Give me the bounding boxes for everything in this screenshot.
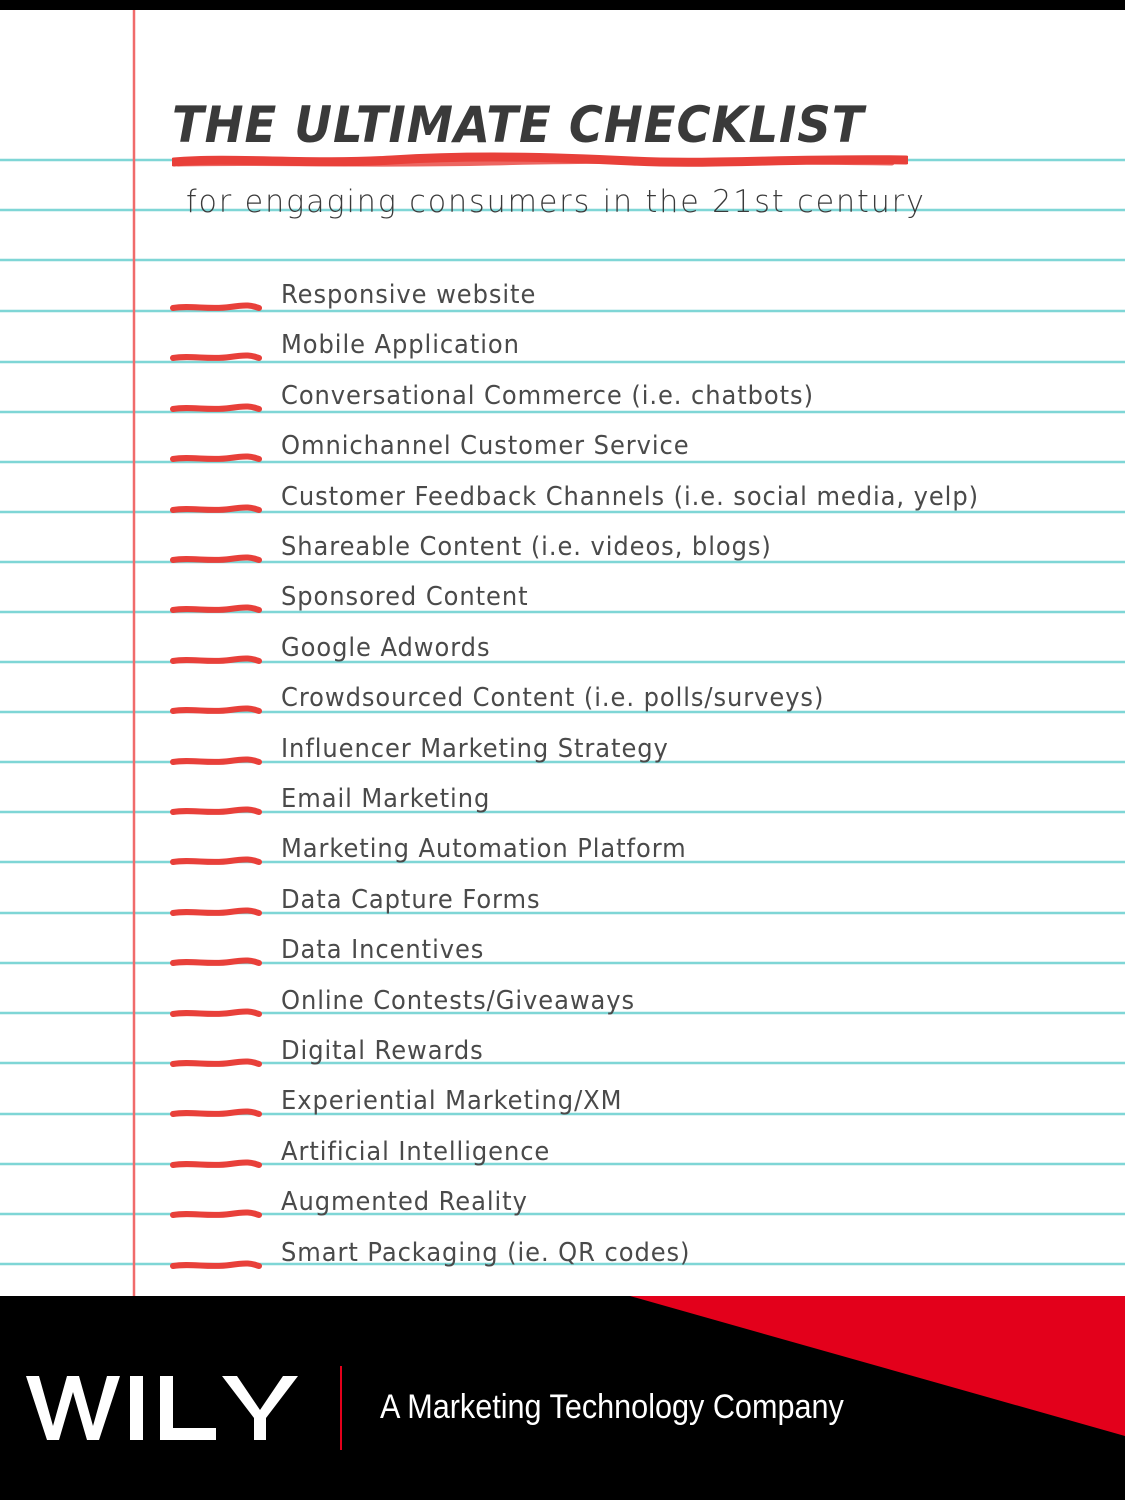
- checkbox-blank-marker[interactable]: [170, 1108, 262, 1120]
- checklist-item-label: Marketing Automation Platform: [281, 834, 687, 865]
- checklist-item: [0, 476, 1125, 526]
- checklist-item: [0, 980, 1125, 1030]
- checklist-item-label: Mobile Application: [281, 330, 520, 361]
- checklist-item: [0, 1030, 1125, 1080]
- checklist-item: [0, 274, 1125, 324]
- checklist-item: [0, 1131, 1125, 1181]
- checklist-item: [0, 425, 1125, 475]
- checkbox-blank-marker[interactable]: [170, 302, 262, 314]
- checkbox-blank-marker[interactable]: [170, 554, 262, 566]
- page-subtitle: for engaging consumers in the 21st century: [186, 184, 926, 220]
- footer-divider: [340, 1366, 342, 1450]
- checklist-item: [0, 1080, 1125, 1130]
- checkbox-blank-marker[interactable]: [170, 1058, 262, 1070]
- checklist-item: [0, 879, 1125, 929]
- checklist-item-label: Data Capture Forms: [281, 884, 541, 915]
- checkbox-blank-marker[interactable]: [170, 1008, 262, 1020]
- checklist-item: [0, 627, 1125, 677]
- checklist-item: [0, 828, 1125, 878]
- checkbox-blank-marker[interactable]: [170, 604, 262, 616]
- checklist-item: [0, 526, 1125, 576]
- wily-logo: [26, 1374, 304, 1442]
- checkbox-blank-marker[interactable]: [170, 403, 262, 415]
- checkbox-blank-marker[interactable]: [170, 655, 262, 667]
- checklist-item-label: Customer Feedback Channels (i.e. social media, yelp): [281, 481, 979, 512]
- checklist-item-label: Shareable Content (i.e. videos, blogs): [281, 532, 772, 562]
- checkbox-blank-marker[interactable]: [170, 756, 262, 768]
- checklist-item-label: Digital Rewards: [281, 1036, 484, 1066]
- checkbox-blank-marker[interactable]: [170, 856, 262, 868]
- checklist-item-label: Online Contests/Giveaways: [281, 985, 636, 1016]
- checkbox-blank-marker[interactable]: [170, 806, 262, 818]
- checklist-item: [0, 375, 1125, 425]
- checklist-item-label: Data Incentives: [281, 935, 485, 966]
- footer-bar: [0, 1296, 1125, 1500]
- checklist-item-label: Smart Packaging (ie. QR codes): [281, 1237, 691, 1268]
- checkbox-blank-marker[interactable]: [170, 705, 262, 717]
- checklist-item-label: Email Marketing: [281, 784, 491, 814]
- checklist-item-label: Responsive website: [281, 280, 537, 310]
- checklist-item-label: Conversational Commerce (i.e. chatbots): [281, 380, 814, 411]
- checklist-item: [0, 1232, 1125, 1282]
- checklist: [0, 10, 1125, 1296]
- page-title: THE ULTIMATE CHECKLIST: [172, 96, 865, 154]
- checkbox-blank-marker[interactable]: [170, 453, 262, 465]
- checklist-item: [0, 929, 1125, 979]
- notebook-paper: [0, 10, 1125, 1296]
- checklist-item-label: Influencer Marketing Strategy: [281, 733, 669, 764]
- checkbox-blank-marker[interactable]: [170, 1159, 262, 1171]
- checkbox-blank-marker[interactable]: [170, 504, 262, 516]
- checklist-item-label: Google Adwords: [281, 632, 491, 663]
- checklist-item-label: Crowdsourced Content (i.e. polls/surveys): [281, 683, 825, 714]
- checklist-item-label: Artificial Intelligence: [281, 1136, 551, 1167]
- checklist-item-label: Experiential Marketing/XM: [281, 1086, 623, 1117]
- checkbox-blank-marker[interactable]: [170, 352, 262, 364]
- checklist-item: [0, 1181, 1125, 1231]
- checklist-item: [0, 728, 1125, 778]
- checklist-item: [0, 576, 1125, 626]
- checkbox-blank-marker[interactable]: [170, 907, 262, 919]
- checklist-item-label: Omnichannel Customer Service: [281, 431, 690, 462]
- company-tagline: A Marketing Technology Company: [380, 1388, 844, 1426]
- checkbox-blank-marker[interactable]: [170, 957, 262, 969]
- checkbox-blank-marker[interactable]: [170, 1209, 262, 1221]
- checklist-item-label: Sponsored Content: [281, 582, 529, 613]
- checkbox-blank-marker[interactable]: [170, 1260, 262, 1272]
- checklist-item: [0, 677, 1125, 727]
- checklist-item: [0, 324, 1125, 374]
- checklist-item-label: Augmented Reality: [281, 1187, 528, 1218]
- checklist-item: [0, 778, 1125, 828]
